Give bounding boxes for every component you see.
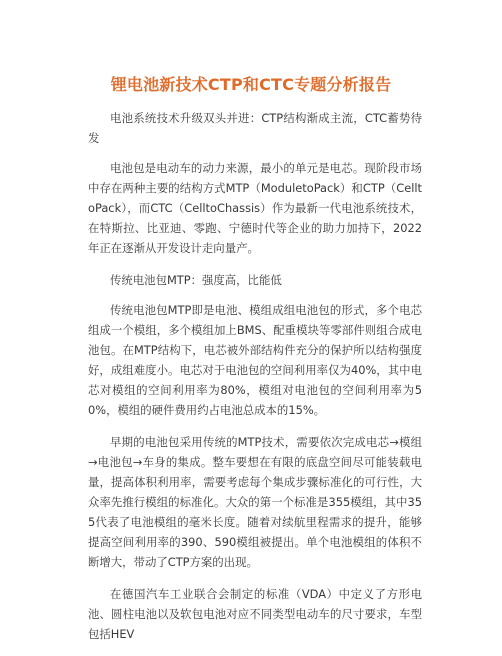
body-paragraph: 电池包是电动车的动力来源，最小的单元是电芯。现阶段市场中存在两种主要的结构方式MTP（ModuletoPack）和CTP（CelltoPack），而CTC（CelltoChassis）作为最新一代电池系统技术，在特斯拉、比亚迪、零跑、宁德时代等企业的助力加持下，2022年正在逐渐从开发设计走向量产。 [88, 161, 422, 255]
section-heading-paragraph: 电池系统技术升级双头并进：CTP结构渐成主流，CTC蓄势待发 [88, 111, 422, 145]
body-paragraph: 传统电池包MTP即是电池、模组成组电池包的形式，多个电芯组成一个模组，多个模组加上BMS、配重模块等零部件则组合成电池包。在MTP结构下，电芯被外部结构件充分的保护所以结构强度好，成组难度小。电芯对于电池包的空间利用率仅为40%，其中电芯对模组的空间利用率为80%，模组对电池包的空间利用率为50%，模组的硬件费用约占电池总成本的15%。 [88, 303, 422, 417]
section-heading-paragraph: 传统电池包MTP：强度高，比能低 [110, 273, 282, 287]
document-body [88, 108, 422, 656]
document-title: 锂电池新技术CTP和CTC专题分析报告 [110, 75, 392, 94]
body-paragraph: 早期的电池包采用传统的MTP技术，需要依次完成电芯→模组→电池包→车身的集成。整车要想在有限的底盘空间尽可能装载电量，提高体积利用率，需要考虑每个集成步骤标准化的可行性，大众率先推行模组的标准化。大众的第一个标准是355模组，其中355代表了电池模组的毫米长度。随着对续航里程需求的提升，能够提高空间利用率的390、590模组被提出。单个电池模组的体积不断增大，带动了CTP方案的出现。 [88, 435, 422, 569]
body-paragraph: 在德国汽车工业联合会制定的标准（VDA）中定义了方形电池、圆柱电池以及软包电池对应不同类型电动车的尺寸要求，车型包括HEV [88, 587, 422, 641]
